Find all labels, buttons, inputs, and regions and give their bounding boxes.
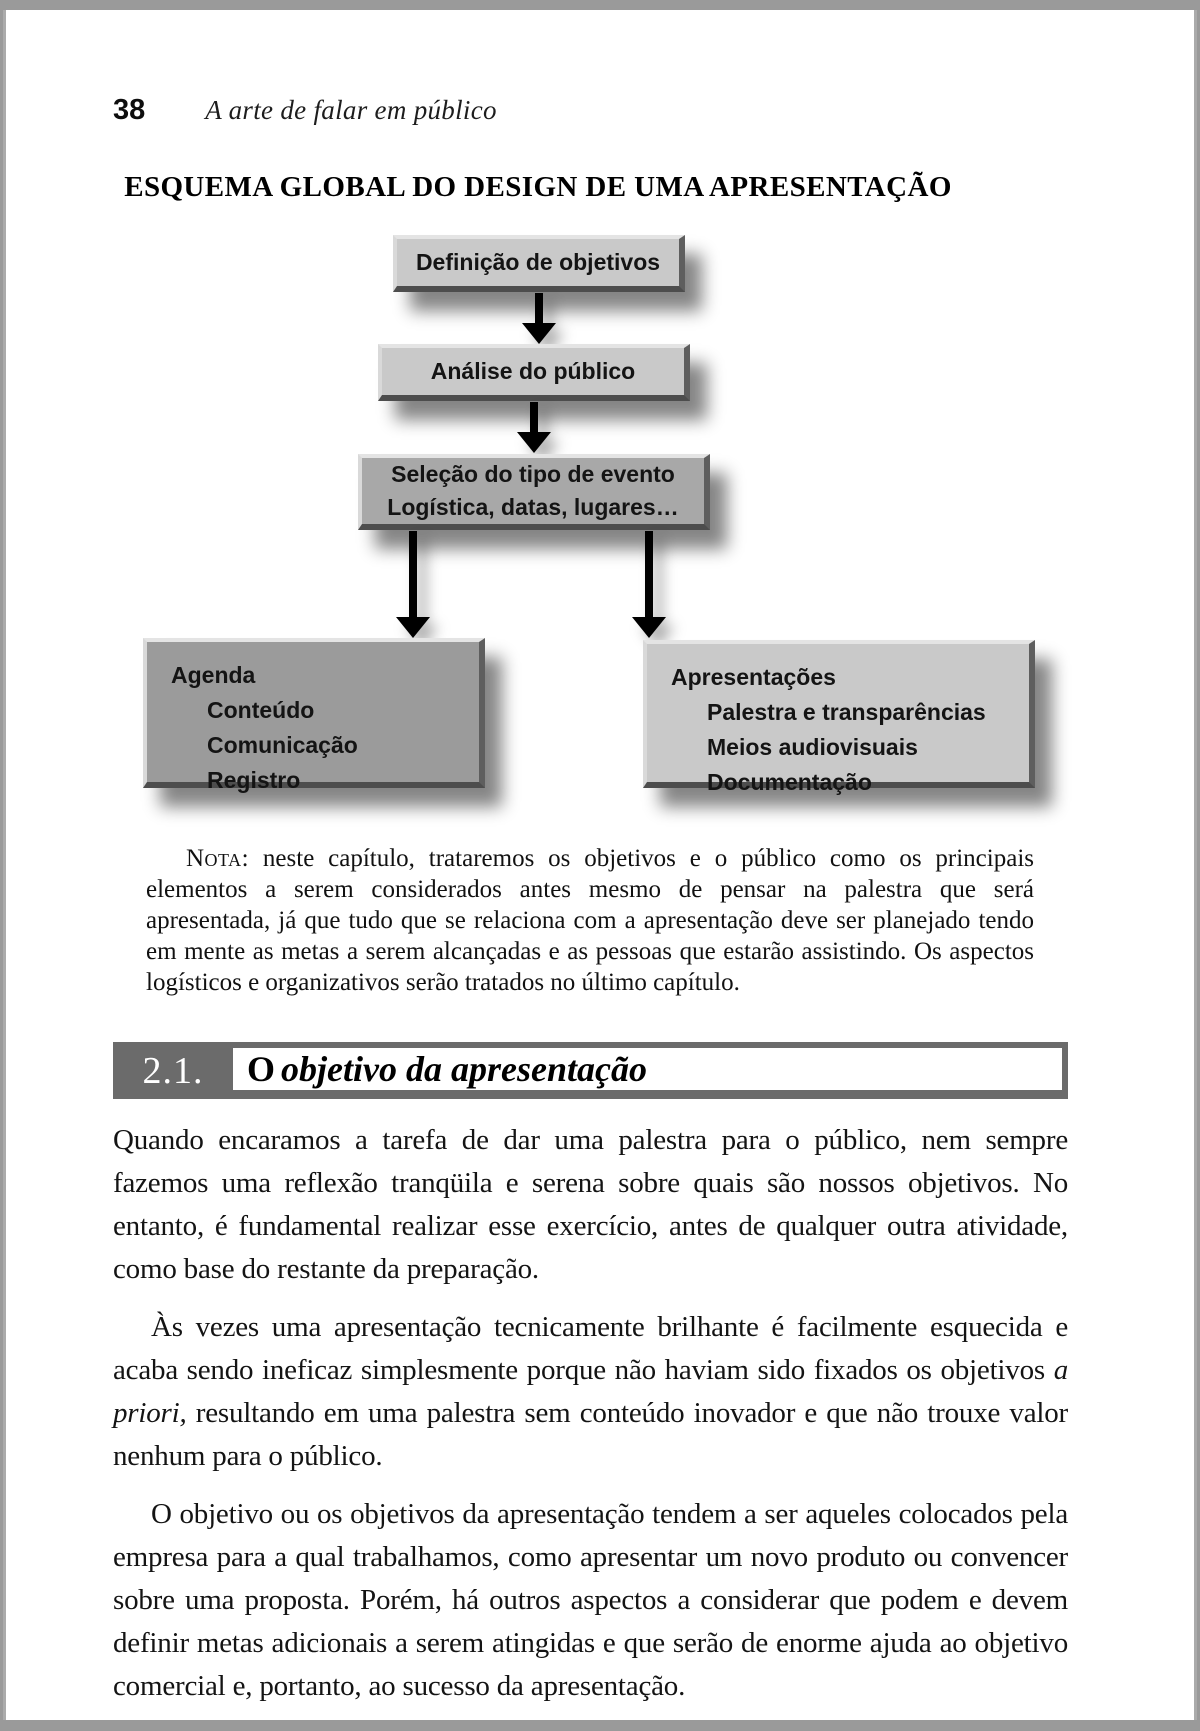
flow-box-apresentacoes-item: Meios audiovisuais xyxy=(707,734,918,760)
flow-box-agenda-item: Registro xyxy=(207,767,301,793)
note-label: Nota: xyxy=(186,845,250,872)
arrow-down-icon xyxy=(522,293,556,344)
flow-box-apresentacoes-item: Documentação xyxy=(707,769,872,795)
flow-box-agenda-title: Agenda xyxy=(171,662,256,688)
note-paragraph xyxy=(146,843,1034,998)
flow-box-apresentacoes-item: Palestra e transparências xyxy=(707,699,986,725)
flow-box-apresentacoes-title: Apresentações xyxy=(671,664,836,690)
arrow-down-icon xyxy=(517,402,551,453)
paragraph-text: resultando em uma palestra sem conteúdo inovador e que não trouxe valor nenhum para o público. xyxy=(113,1397,1068,1472)
flow-box-objetivos-label: Definição de objetivos xyxy=(415,249,661,275)
paragraph xyxy=(113,1306,1068,1478)
paragraph: Quando encaramos a tarefa de dar uma palestra para o público, nem sempre fazemos uma reflexão tranqüila e serena sobre quais são nossos objetivos. No entanto, é fundamental realizar esse exercício, antes de qualquer outra atividade, como base do restante da preparação. xyxy=(113,1124,1068,1285)
section-title-rest: objetivo da apresentação xyxy=(281,1049,647,1089)
section-title xyxy=(233,1048,1062,1090)
flow-box-evento-line1: Seleção do tipo de evento xyxy=(391,461,675,487)
paragraph-italic-text: a priori, xyxy=(113,1354,1068,1429)
note-text: neste capítulo, trataremos os objetivos e o público como os principais elementos a serem considerados antes mesmo de pensar na palestra que será apresentada, já que tudo que se relaciona com a apresentação deve ser planejado tendo em mente as metas a serem alcançadas e as pessoas que estarão assistindo. Os aspectos logísticos e organizativos serão tratados no último capítulo. xyxy=(146,845,1034,996)
flow-box-agenda xyxy=(143,638,485,793)
paragraph: O objetivo ou os objetivos da apresentação tendem a ser aqueles colocados pela empresa para a qual trabalhamos, como apresentar um novo produto ou convencer sobre uma proposta. Porém, há outros aspectos a considerar que podem e devem definir metas adicionais a serem atingidas e que serão de enorme ajuda ao objetivo comercial e, portanto, ao sucesso da apresentação. xyxy=(113,1498,1068,1702)
page-number: 38 xyxy=(113,94,146,126)
running-title: A arte de falar em público xyxy=(205,95,497,125)
arrow-down-icon xyxy=(396,531,430,638)
section-heading xyxy=(113,1042,1068,1099)
flow-box-apresentacoes xyxy=(643,640,1035,795)
paragraph-text: Às vezes uma apresentação tecnicamente brilhante é facilmente esquecida e acaba sendo ineficaz simplesmente porque não haviam sido fixados os objetivos xyxy=(113,1311,1068,1386)
flow-diagram xyxy=(113,230,1068,805)
flow-box-agenda-item: Comunicação xyxy=(207,732,358,758)
section-title-initial: O xyxy=(247,1049,276,1089)
page-header xyxy=(113,10,1068,127)
flow-box-publico-label: Análise do público xyxy=(430,358,636,384)
arrow-down-icon xyxy=(632,531,666,638)
flow-box-agenda-item: Conteúdo xyxy=(207,697,315,723)
flow-box-evento xyxy=(358,454,710,530)
book-page xyxy=(3,10,1197,1720)
section-number: 2.1. xyxy=(142,1049,204,1092)
flow-box-evento-line2: Logística, datas, lugares… xyxy=(387,494,679,520)
flow-box-publico xyxy=(378,344,690,401)
flow-box-objetivos xyxy=(393,235,685,292)
diagram-title: ESQUEMA GLOBAL DO DESIGN DE UMA APRESENTAÇÃO xyxy=(124,171,952,203)
